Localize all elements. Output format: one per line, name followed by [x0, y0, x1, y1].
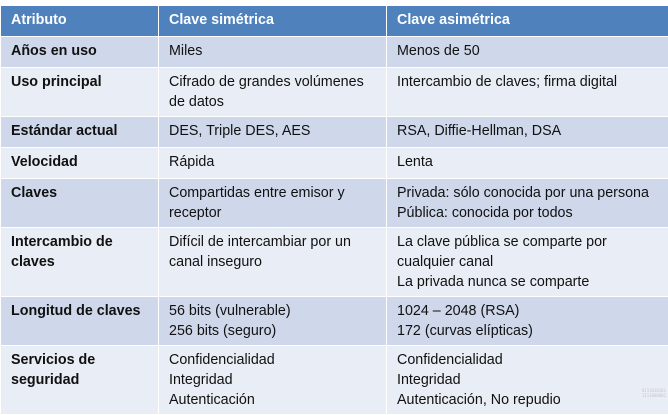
header-symmetric: Clave simétrica — [159, 6, 387, 37]
cell-line: 172 (curvas elípticas) — [397, 321, 660, 341]
cell-line: Autenticación, No repudio — [397, 390, 660, 410]
cell-line: Uso principal — [11, 72, 150, 92]
symmetric-cell — [159, 117, 387, 148]
watermark-line: 1111000001 — [642, 393, 666, 398]
header-asymmetric: Clave asimétrica — [387, 6, 668, 37]
cell-line: 256 bits (seguro) — [169, 321, 378, 341]
cell-line: Compartidas entre emisor y — [169, 183, 378, 203]
asymmetric-cell — [387, 117, 668, 148]
comparison-table — [0, 5, 668, 415]
watermark-line: 0111010101 — [642, 388, 666, 393]
watermark — [642, 388, 666, 398]
attribute-cell — [1, 228, 159, 297]
cell-line: Confidencialidad — [397, 350, 660, 370]
cell-line: La clave pública se comparte por — [397, 232, 660, 252]
row-uso-principal — [1, 68, 668, 117]
row-anos-en-uso — [1, 37, 668, 68]
symmetric-cell — [159, 228, 387, 297]
cell-line: Integridad — [169, 370, 378, 390]
cell-line: Autenticación — [169, 390, 378, 410]
cell-line: RSA, Diffie-Hellman, DSA — [397, 121, 660, 141]
cell-line: La privada nunca se comparte — [397, 272, 660, 292]
cell-line: Rápida — [169, 152, 378, 172]
attribute-cell — [1, 179, 159, 228]
row-claves — [1, 179, 668, 228]
cell-line: Pública: conocida por todos — [397, 203, 660, 223]
cell-line: Menos de 50 — [397, 41, 660, 61]
row-estandar-actual — [1, 117, 668, 148]
symmetric-cell — [159, 297, 387, 346]
asymmetric-cell — [387, 228, 668, 297]
attribute-cell — [1, 37, 159, 68]
symmetric-cell — [159, 179, 387, 228]
attribute-cell — [1, 346, 159, 415]
cell-line: DES, Triple DES, AES — [169, 121, 378, 141]
asymmetric-cell — [387, 297, 668, 346]
cell-line: Servicios de — [11, 350, 150, 370]
asymmetric-cell — [387, 346, 668, 415]
asymmetric-cell — [387, 148, 668, 179]
cell-line: Integridad — [397, 370, 660, 390]
cell-line: seguridad — [11, 370, 150, 390]
cell-line: de datos — [169, 92, 378, 112]
row-intercambio-de-claves — [1, 228, 668, 297]
attribute-cell — [1, 297, 159, 346]
cell-line: Cifrado de grandes volúmenes — [169, 72, 378, 92]
row-servicios-de-seguridad — [1, 346, 668, 415]
asymmetric-cell — [387, 179, 668, 228]
cell-line: Confidencialidad — [169, 350, 378, 370]
row-longitud-de-claves — [1, 297, 668, 346]
cell-line: Miles — [169, 41, 378, 61]
cell-line: Privada: sólo conocida por una persona — [397, 183, 660, 203]
cell-line: Estándar actual — [11, 121, 150, 141]
row-velocidad — [1, 148, 668, 179]
attribute-cell — [1, 117, 159, 148]
asymmetric-cell — [387, 37, 668, 68]
cell-line: Velocidad — [11, 152, 150, 172]
header-attribute: Atributo — [1, 6, 159, 37]
symmetric-cell — [159, 37, 387, 68]
cell-line: 1024 – 2048 (RSA) — [397, 301, 660, 321]
symmetric-cell — [159, 148, 387, 179]
asymmetric-cell — [387, 68, 668, 117]
cell-line: Longitud de claves — [11, 301, 150, 321]
attribute-cell — [1, 148, 159, 179]
header-row — [1, 6, 668, 37]
cell-line: canal inseguro — [169, 252, 378, 272]
cell-line: Difícil de intercambiar por un — [169, 232, 378, 252]
cell-line: Lenta — [397, 152, 660, 172]
cell-line: Años en uso — [11, 41, 150, 61]
symmetric-cell — [159, 68, 387, 117]
symmetric-cell — [159, 346, 387, 415]
cell-line: 56 bits (vulnerable) — [169, 301, 378, 321]
attribute-cell — [1, 68, 159, 117]
cell-line: Claves — [11, 183, 150, 203]
cell-line: cualquier canal — [397, 252, 660, 272]
cell-line: claves — [11, 252, 150, 272]
cell-line: receptor — [169, 203, 378, 223]
cell-line: Intercambio de claves; firma digital — [397, 72, 660, 92]
cell-line: Intercambio de — [11, 232, 150, 252]
